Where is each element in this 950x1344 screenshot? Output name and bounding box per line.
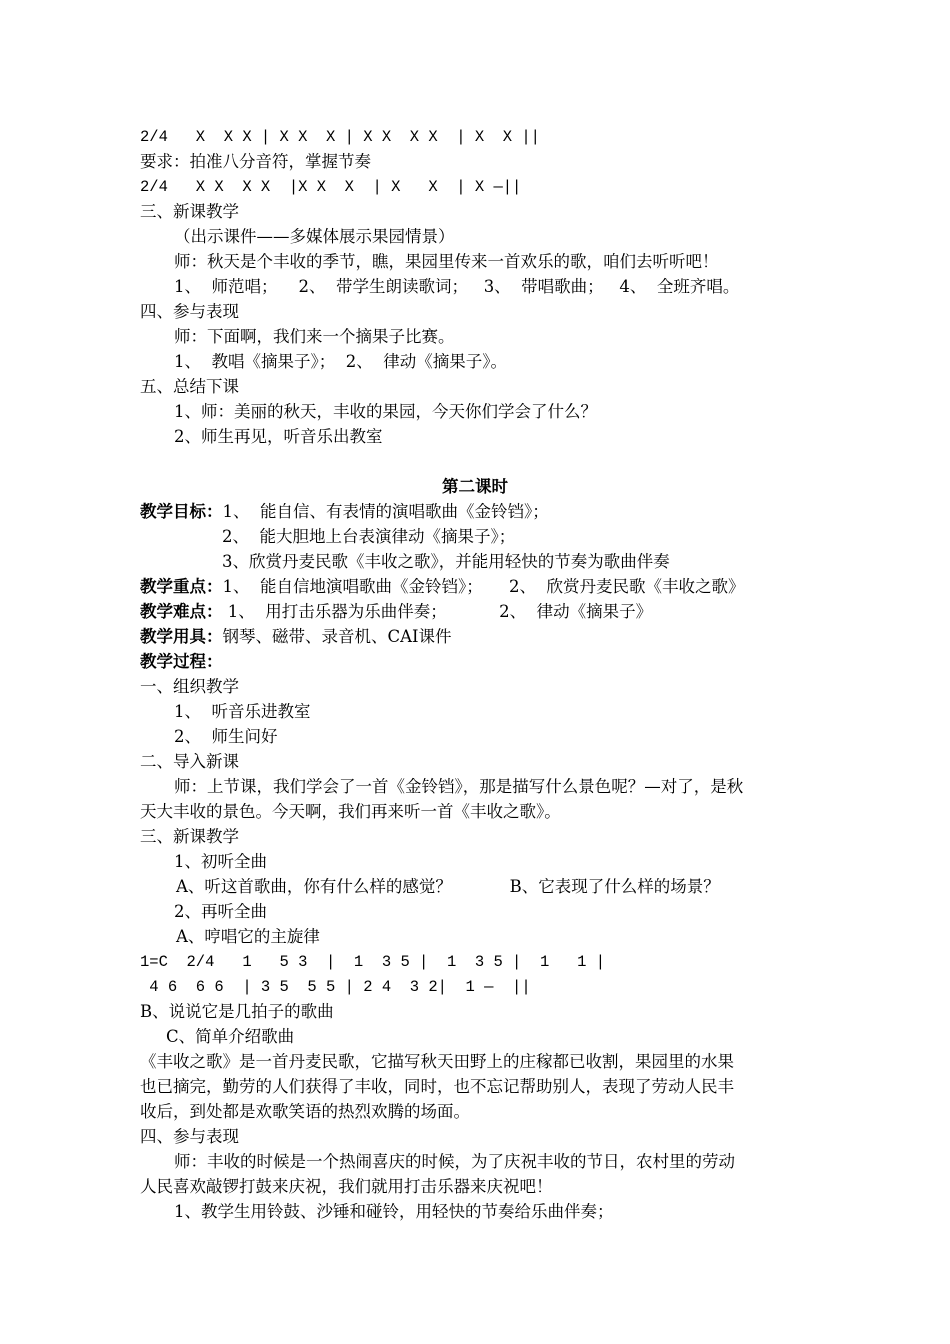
difficulty-row [140,601,652,623]
organize-heading: 一、组织教学 [140,677,239,696]
listen-questions: A、听这首歌曲，你有什么样的感觉？ B、它表现了什么样的场景？ [176,877,720,896]
difficulty-points: 1、 用打击乐器为乐曲伴奏； 2、 律动《摘果子》 [222,602,653,621]
goal-2: 2、 能大胆地上台表演律动《摘果子》； [222,527,516,546]
song-description-line-3: 收后，到处都是欢歌笑语的热烈欢腾的场面。 [140,1102,470,1121]
participate-heading-2: 四、参与表现 [140,1127,239,1146]
goal-3: 3、欣赏丹麦民歌《丰收之歌》，并能用轻快的节奏为歌曲伴奏 [222,552,670,571]
song-description-line-2: 也已摘完，勤劳的人们获得了丰收，同时，也不忘记帮助别人，表现了劳动人民丰 [140,1077,734,1096]
tools-row [140,626,452,648]
intro-heading: 二、导入新课 [140,752,239,771]
hum-melody: A、哼唱它的主旋律 [176,927,320,946]
process-label: 教学过程： [140,652,223,671]
second-listen: 2、再听全曲 [174,902,267,921]
teaching-steps: 1、 师范唱； 2、 带学生朗读歌词； 3、 带唱歌曲； 4、 全班齐唱。 [174,277,740,296]
goal-row-1 [140,501,549,523]
difficulty-label: 教学难点： [140,602,223,621]
goal-1: 1、 能自信、有表情的演唱歌曲《金铃铛》； [222,502,549,521]
teacher-intro: 师：秋天是个丰收的季节，瞧，果园里传来一首欢乐的歌，咱们去听听吧！ [174,252,719,271]
accompaniment-step: 1、教学生用铃鼓、沙锤和碰铃，用轻快的节奏给乐曲伴奏； [174,1202,614,1221]
key-row [140,576,744,598]
song-description-line-1: 《丰收之歌》是一首丹麦民歌，它描写秋天田野上的庄稼都已收割，果园里的水果 [140,1052,734,1071]
new-teaching-heading: 三、新课教学 [140,827,239,846]
game-steps: 1、 教唱《摘果子》； 2、 律动《摘果子》。 [174,352,507,371]
beat-question: B、说说它是几拍子的歌曲 [140,1002,334,1021]
courseware-note: （出示课件——多媒体展示果园情景） [174,227,455,246]
lesson-title: 第二课时 [442,477,508,496]
key-label: 教学重点： [140,577,223,596]
song-intro-heading: C、简单介绍歌曲 [166,1027,295,1046]
key-points: 1、 能自信地演唱歌曲《金铃铛》； 2、 欣赏丹麦民歌《丰收之歌》 [222,577,745,596]
first-listen: 1、初听全曲 [174,852,267,871]
intro-paragraph-line-2: 天大丰收的景色。今天啊，我们再来听一首《丰收之歌》。 [140,802,561,821]
goal-label: 教学目标： [140,502,223,521]
festival-paragraph-line-2: 人民喜欢敲锣打鼓来庆祝，我们就用打击乐器来庆祝吧！ [140,1177,553,1196]
festival-paragraph-line-1: 师：丰收的时候是一个热闹喜庆的时候，为了庆祝丰收的节日，农村里的劳动 [174,1152,735,1171]
rhythm-line-1: 2/4 X X X | X X X | X X X X | X X || [140,128,540,146]
organize-item-1: 1、 听音乐进教室 [174,702,311,721]
intro-paragraph-line-1: 师：上节课，我们学会了一首《金铃铛》，那是描写什么景色呢？—对了，是秋 [174,777,744,796]
participate-heading: 四、参与表现 [140,302,239,321]
teacher-game: 师：下面啊，我们来一个摘果子比赛。 [174,327,455,346]
rhythm-line-2: 2/4 X X X X |X X X | X X | X —|| [140,178,522,196]
organize-item-2: 2、 师生问好 [174,727,278,746]
melody-line-1: 1=C 2/4 1 5 3 | 1 3 5 | 1 3 5 | 1 1 | [140,953,606,971]
new-lesson-heading: 三、新课教学 [140,202,239,221]
tools-label: 教学用具： [140,627,223,646]
summary-heading: 五、总结下课 [140,377,239,396]
melody-line-2: 4 6 6 6 | 3 5 5 5 | 2 4 3 2| 1 — || [140,978,531,996]
summary-item-1: 1、师：美丽的秋天，丰收的果园，今天你们学会了什么？ [174,402,597,421]
requirement-text: 要求：拍准八分音符，掌握节奏 [140,152,371,171]
tools-list: 钢琴、磁带、录音机、CAI课件 [222,627,452,646]
summary-item-2: 2、师生再见，听音乐出教室 [174,427,383,446]
